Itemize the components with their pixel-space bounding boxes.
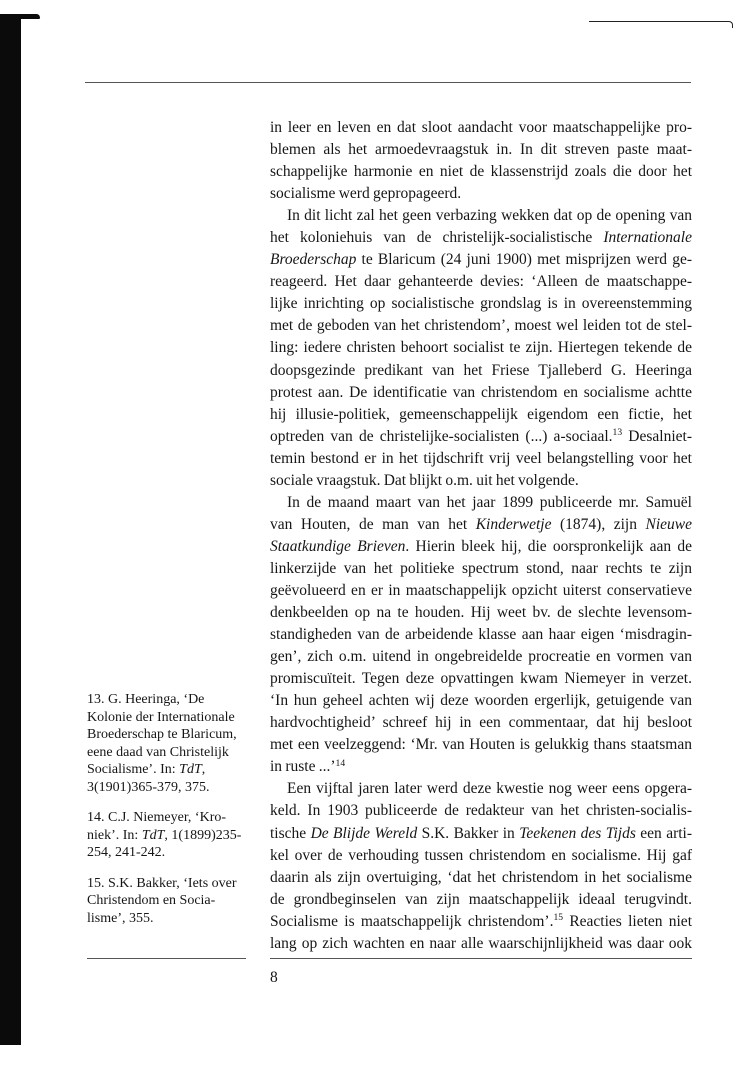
text-run: . Hierin bleek hij, die oorspronkelijk aan de bbox=[405, 537, 692, 555]
text-run: Socialisme is maatschappelijk christendom’. bbox=[270, 912, 554, 930]
paragraph bbox=[270, 492, 692, 779]
text-run: sociale vraagstuk. Dat blijkt o.m. uit het volgende. bbox=[270, 471, 579, 489]
text-run: in ruste ...’ bbox=[270, 758, 336, 776]
text-line bbox=[270, 889, 692, 911]
text-line bbox=[270, 382, 692, 404]
italic-title: TdT bbox=[141, 827, 165, 843]
footnote-line bbox=[87, 709, 252, 727]
text-run: , bbox=[201, 762, 206, 777]
footnote-line bbox=[87, 809, 252, 827]
text-run: Een vijftal jaren later werd deze kwestie nog weer eens opgera- bbox=[287, 780, 692, 798]
text-line bbox=[270, 249, 692, 271]
text-line bbox=[270, 933, 692, 955]
footer-rule-left bbox=[87, 958, 246, 959]
text-run: 15. S.K. Bakker, ‘Iets over bbox=[87, 875, 237, 891]
paragraph bbox=[270, 778, 692, 954]
paragraph bbox=[270, 205, 692, 492]
footnote-column bbox=[87, 691, 252, 940]
text-run: de grondbeginselen van zijn maatschappelijk ideaal terugvindt. bbox=[270, 890, 692, 908]
text-run: lisme’, 355. bbox=[87, 910, 154, 926]
footnote-line bbox=[87, 726, 252, 744]
header-rule bbox=[85, 82, 691, 83]
footnote-line bbox=[87, 779, 252, 797]
text-run: daarin als zijn overtuiging, ‘dat het christendom in het socialisme bbox=[270, 868, 692, 886]
footnote-reference: 14 bbox=[335, 758, 346, 770]
text-line bbox=[270, 867, 692, 889]
italic-title: Nieuwe bbox=[645, 515, 692, 533]
text-run: schappelijke harmonie en niet de klassenstrijd zoals die door het bbox=[270, 163, 692, 181]
text-line bbox=[270, 668, 692, 690]
text-line bbox=[270, 492, 692, 514]
text-line bbox=[270, 337, 692, 359]
text-line bbox=[270, 117, 692, 139]
text-run: lang op zich wachten en naar alle waarschijnlijkheid was daar ook bbox=[270, 934, 692, 952]
text-run: Kolonie der Internationale bbox=[87, 709, 235, 725]
text-run: ling: iedere christen behoort socialist te zijn. Hiertegen tekende de bbox=[270, 339, 692, 357]
text-line bbox=[270, 712, 692, 734]
text-line bbox=[270, 470, 692, 492]
scan-binding-shadow bbox=[0, 17, 21, 1045]
text-run: keld. In 1903 publiceerde de redakteur van het christen-socialis- bbox=[270, 802, 692, 820]
text-run: het koloniehuis van de christelijk-socialistische bbox=[270, 229, 604, 247]
footnote bbox=[87, 809, 252, 862]
footnote bbox=[87, 691, 252, 796]
text-line bbox=[270, 271, 692, 293]
text-run: een arti- bbox=[635, 824, 693, 842]
footnote-reference: 15 bbox=[553, 912, 564, 924]
text-run: hardvochtigheid’ schreef hij in een commentaar, dat hij besloot bbox=[270, 714, 692, 732]
text-run: tische bbox=[270, 824, 311, 842]
footnote-line bbox=[87, 691, 252, 709]
text-run: ‘In hun geheel achten wij deze woorden ergerlijk, getuigende van bbox=[270, 692, 692, 710]
text-line bbox=[270, 426, 692, 448]
text-run: socialisme werd gepropageerd. bbox=[270, 185, 462, 203]
footnote-reference: 13 bbox=[612, 427, 623, 439]
text-line bbox=[270, 183, 692, 205]
scan-binding-shadow-corner bbox=[0, 14, 40, 19]
italic-title: Broederschap bbox=[270, 251, 357, 269]
footnote-line bbox=[87, 744, 252, 762]
text-run: van Houten, de man van het bbox=[270, 515, 476, 533]
text-run: , 1(1899)235- bbox=[164, 827, 242, 843]
text-run: 13. G. Heeringa, ‘De bbox=[87, 692, 205, 707]
text-run: lijke inrichting op socialistische grondslag is in overeenstemming bbox=[270, 295, 692, 313]
text-run: kel over de verhouding tussen christendom en socialisme. Hij gaf bbox=[270, 846, 692, 864]
paragraph bbox=[270, 117, 692, 205]
text-run: linkerzijde van het politieke spectrum stond, naar rechts te zijn bbox=[270, 559, 692, 577]
main-text-column bbox=[270, 117, 692, 955]
footnote-line bbox=[87, 761, 252, 779]
text-line bbox=[270, 778, 692, 800]
text-run: in leer en leven en dat sloot aandacht voor maatschappelijke pro- bbox=[270, 119, 692, 136]
page-number: 8 bbox=[270, 969, 278, 986]
footnote-line bbox=[87, 827, 252, 845]
text-run: protest aan. De identificatie van christendom en socialisme achtte bbox=[270, 383, 692, 401]
text-run: Reacties lieten niet bbox=[563, 912, 692, 930]
text-run: optreden van de christelijke-socialisten (...) a-sociaal. bbox=[270, 427, 613, 445]
text-run: 14. C.J. Niemeyer, ‘Kro- bbox=[87, 810, 227, 825]
text-run: S.K. Bakker in bbox=[417, 824, 520, 842]
text-run: 254, 241-242. bbox=[87, 845, 166, 860]
crop-mark bbox=[589, 21, 733, 28]
text-line bbox=[270, 624, 692, 646]
text-line bbox=[270, 823, 692, 845]
text-line bbox=[270, 845, 692, 867]
text-run: Christendom en Socia- bbox=[87, 893, 216, 908]
italic-title: TdT bbox=[179, 762, 202, 777]
text-run: In de maand maart van het jaar 1899 publiceerde mr. Samuël bbox=[287, 493, 692, 511]
text-run: niek’. In: bbox=[87, 827, 142, 843]
text-line bbox=[270, 646, 692, 668]
text-run: met de geboden van het christendom’, moest wel leiden tot de stel- bbox=[270, 317, 692, 335]
text-line bbox=[270, 139, 692, 161]
text-line bbox=[270, 690, 692, 712]
text-line bbox=[270, 580, 692, 602]
text-run: hij illusie-politiek, gemeenschappelijk eigendom een fictie, het bbox=[270, 405, 692, 423]
text-line bbox=[270, 293, 692, 315]
text-run: temin bestond er in het tijdschrift vrij veel belangstelling voor het bbox=[270, 449, 692, 467]
text-run: promiscuïteit. Tegen deze opvattingen kwam Niemeyer in verzet. bbox=[270, 670, 692, 688]
italic-title: Teekenen des Tijds bbox=[519, 824, 636, 842]
text-run: (1874), zijn bbox=[551, 515, 646, 533]
text-line bbox=[270, 911, 692, 933]
text-line bbox=[270, 404, 692, 426]
text-run: doopsgezinde predikant van het Friese Tjalleberd G. Heeringa bbox=[270, 361, 692, 379]
text-run: In dit licht zal het geen verbazing wekken dat op de opening van bbox=[287, 207, 692, 225]
text-run: te Blaricum (24 juni 1900) met misprijzen werd ge- bbox=[356, 251, 692, 269]
footnote-line bbox=[87, 910, 252, 928]
italic-title: De Blijde Wereld bbox=[310, 824, 418, 842]
footer-rule-right bbox=[270, 958, 692, 959]
text-run: eene daad van Christelijk bbox=[87, 744, 229, 760]
text-line bbox=[270, 558, 692, 580]
footnote-line bbox=[87, 892, 252, 910]
text-line bbox=[270, 536, 692, 558]
text-run: standigheden van de arbeidende klasse aan haar eigen ‘misdragin- bbox=[270, 626, 692, 644]
text-line bbox=[270, 161, 692, 183]
text-run: Desalniet- bbox=[622, 427, 692, 445]
text-line bbox=[270, 514, 692, 536]
text-line bbox=[270, 205, 692, 227]
footnote-line bbox=[87, 875, 252, 893]
footnote-line bbox=[87, 844, 252, 862]
italic-title: Internationale bbox=[603, 229, 692, 247]
text-run: reageerd. Het daar gehanteerde devies: ‘Alleen de maatschappe- bbox=[270, 273, 692, 291]
text-line bbox=[270, 734, 692, 756]
text-line bbox=[270, 602, 692, 624]
text-run: gen’, zich o.m. uitend in ongebreidelde procreatie en vormen van bbox=[270, 648, 692, 666]
text-run: met een veelzeggend: ‘Mr. van Houten is gelukkig thans staatsman bbox=[270, 736, 692, 754]
text-line bbox=[270, 227, 692, 249]
text-line bbox=[270, 360, 692, 382]
text-run: geëvolueerd en er in maatschappelijk opzicht uiterst conservatieve bbox=[270, 581, 692, 599]
text-run: 3(1901)365-379, 375. bbox=[87, 779, 210, 795]
italic-title: Kinderwetje bbox=[475, 515, 552, 533]
text-line bbox=[270, 756, 692, 778]
footnote bbox=[87, 875, 252, 928]
text-line bbox=[270, 448, 692, 470]
text-run: Socialisme’. In: bbox=[87, 762, 180, 777]
text-run: blemen als het armoedevraagstuk in. In dit streven paste maat- bbox=[270, 141, 692, 159]
text-run: Broederschap te Blaricum, bbox=[87, 727, 237, 742]
text-line bbox=[270, 800, 692, 822]
text-line bbox=[270, 315, 692, 337]
italic-title: Staatkundige Brieven bbox=[270, 537, 406, 555]
text-run: denkbeelden op na te houden. Hij weet bv. de slechte levensom- bbox=[270, 604, 692, 622]
